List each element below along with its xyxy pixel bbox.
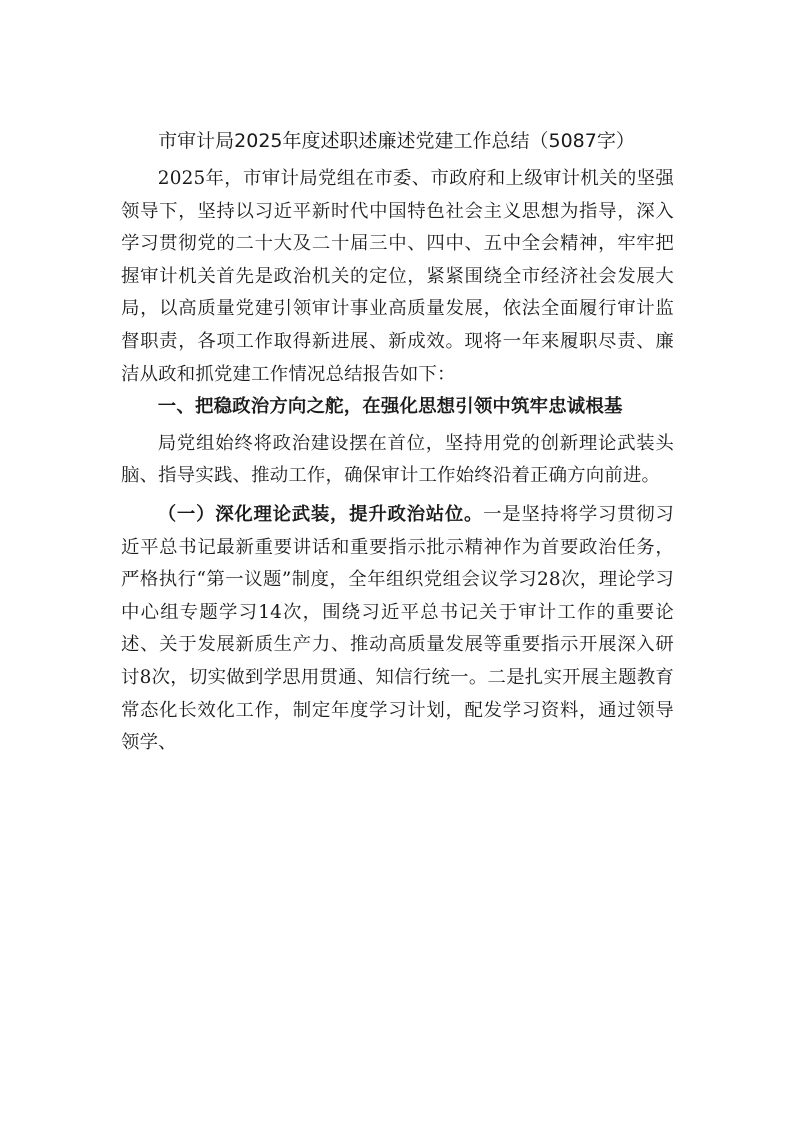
subsection-paragraph xyxy=(121,499,674,760)
section-heading: 一、把稳政治方向之舵，在强化思想引领中筑牢忠诚根基 xyxy=(157,396,623,418)
subsection-lead: （一）深化理论武装，提升政治站位。 xyxy=(157,503,484,525)
document-title: 市审计局2025年度述职述廉述党建工作总结（5087字） xyxy=(158,130,635,152)
subsection-text: 一是坚持将学习贯彻习近平总书记最新重要讲话和重要指示批示精神作为首要政治任务，严格执行“第一议题”制度，全年组织党组会议学习28次，理论学习中心组专题学习14次，围绕习近平总书记关于审计工作的重要论述、关于发展新质生产力、推动高质量发展等重要指示开展深入研讨8次，切实做到学思用贯通、知信行统一。二是扎实开展主题教育常态化长效化工作，制定年度学习计划，配发学习资料，通过领导领学、 xyxy=(121,503,674,754)
intro-paragraph: 2025年，市审计局党组在市委、市政府和上级审计机关的坚强领导下，坚持以习近平新时代中国特色社会主义思想为指导，深入学习贯彻党的二十大及二十届三中、四中、五中全会精神，牢牢把握审计机关首先是政治机关的定位，紧紧围绕全市经济社会发展大局，以高质量党建引领审计事业高质量发展，依法全面履行审计监督职责，各项工作取得新进展、新成效。现将一年来履职尽责、廉洁从政和抓党建工作情况总结报告如下： xyxy=(121,168,674,385)
document-body xyxy=(121,163,674,760)
section-paragraph: 局党组始终将政治建设摆在首位，坚持用党的创新理论武装头脑、指导实践、推动工作，确保审计工作始终沿着正确方向前进。 xyxy=(121,432,674,487)
